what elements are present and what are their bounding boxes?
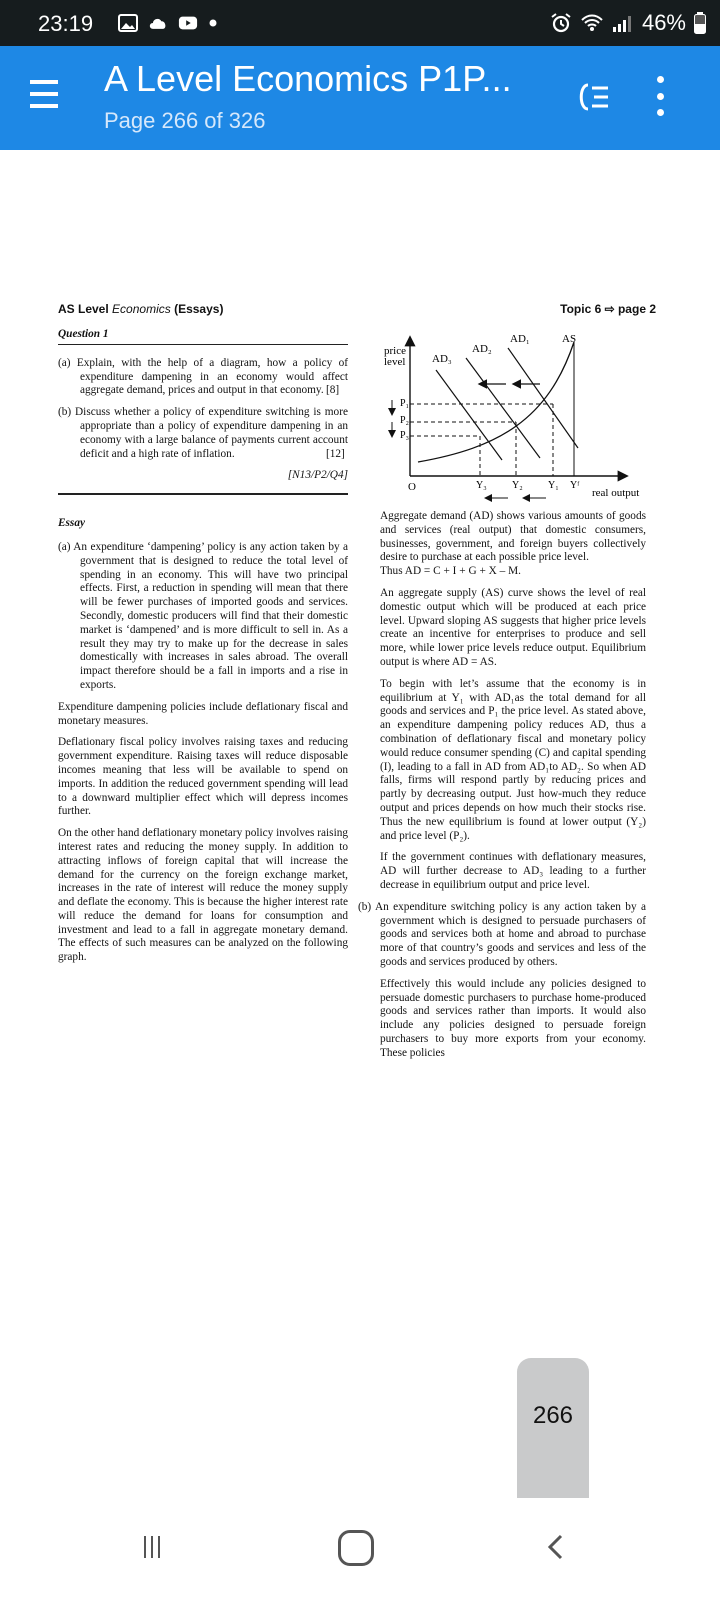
question-a: (a) Explain, with the help of a diagram, how a policy of expenditure dampening in an economy would affect aggregate demand, prices and output in that economy. [8] bbox=[58, 356, 348, 397]
y1-label: Y₁ bbox=[548, 480, 559, 491]
y-axis-label-2: level bbox=[384, 356, 406, 368]
left-column bbox=[58, 328, 348, 973]
header-section: (Essays) bbox=[174, 302, 224, 316]
y3-label: Y₃ bbox=[476, 480, 487, 491]
ad-definition-text: Aggregate demand (AD) shows various amounts of goods and services (real output) that domestic consumers, businesses, government, and foreign buyers collectively desire to purchase at each possible price level. bbox=[380, 510, 646, 564]
header-level: AS Level bbox=[58, 302, 109, 316]
essay-b-paragraph-1: (b) An expenditure switching policy is any action taken by a government which is designed to persuade purchasers of goods and services both at home and abroad to purchase more of that country’s goods and services and less of the goods and services produced by others. bbox=[358, 900, 646, 968]
yf-label: Yᶠ bbox=[570, 480, 580, 491]
status-bar bbox=[0, 0, 720, 46]
question-a-text: (a) Explain, with the help of a diagram, how a policy of expenditure dampening in an economy would affect aggregate demand, prices and output in that economy. bbox=[58, 356, 348, 397]
recent-apps-icon[interactable] bbox=[144, 1536, 164, 1558]
essay-heading: Essay bbox=[58, 517, 85, 530]
page-indicator: Page 266 of 326 bbox=[104, 108, 266, 133]
youtube-icon bbox=[178, 14, 198, 32]
ad1-curve bbox=[508, 348, 578, 448]
back-chevron-icon[interactable] bbox=[545, 1534, 567, 1560]
page-number-badge[interactable]: 266 bbox=[517, 1358, 589, 1498]
equilibrium-explanation: To begin with let’s assume that the economy is in equilibrium at Y₁ with AD₁as the total demand for all goods and services and P₁ the price level. As stated above, an expenditure dampening policy reduces AD, thus a combination of deflationary fiscal and monetary policy would reduce consumer spending (C) and capital spending (I), leading to a fall in AD from AD₁to AD₂. So when AD falls, firms will respond partly by reducing prices and partly by decreasing output. Just how-much they reduce output and prices depends on how much their stocks rise. Thus the new equilibrium is found at lower output (Y₂) and price level (P₂). bbox=[380, 677, 646, 842]
question-b: (b) Discuss whether a policy of expenditure switching is more appropriate than a policy of expenditure dampening in an economy with a large balance of payments current account deficit and a high rate of inflation. [12] bbox=[58, 406, 348, 460]
x-axis-label: real output bbox=[592, 487, 640, 499]
header-subject: Economics bbox=[112, 302, 171, 316]
hamburger-menu-icon[interactable] bbox=[30, 80, 64, 108]
ad3-label: AD₃ bbox=[432, 353, 452, 365]
p2-label: P₂ bbox=[400, 415, 410, 426]
p1-label: P₁ bbox=[400, 398, 410, 409]
home-icon[interactable] bbox=[338, 1530, 374, 1566]
essay-a-paragraph-4: On the other hand deflationary monetary policy involves raising interest rates and reducing the money supply. In addition to attracting inflows of foreign capital that will increase the demand for the currency on the foreign exchange market, increases in the rate of interest will reduce the money supply and deflate the economy. This is because the higher interest rate will reduce the demand for loans for consumption and investment and lead to a fall in aggregate monetary demand. The effects of such measures can be analyzed on the following graph. bbox=[58, 827, 348, 964]
essay-a-paragraph-2: Expenditure dampening policies include deflationary fiscal and monetary measures. bbox=[58, 700, 348, 727]
document-title: A Level Economics P1P... bbox=[104, 58, 512, 99]
right-column bbox=[358, 510, 646, 1068]
as-label: AS bbox=[562, 333, 577, 345]
ad-formula: Thus AD = C + I + G + X – M. bbox=[380, 565, 521, 578]
more-vertical-icon[interactable] bbox=[650, 76, 670, 116]
notification-icons bbox=[118, 14, 218, 32]
question-reference: [N13/P2/Q4] bbox=[58, 469, 348, 495]
essay-a-paragraph-1: (a) An expenditure ‘dampening’ policy is any action taken by a government that is designed to reduce the total level of spending in an economy. This will have two principal effects. First, a reduction in spending will mean that there will be fewer purchases of imported goods and services. Secondly, domestic producers will find that their domestic market is ‘dampened’ and is more difficult to sell in. As a result they may try to make up for the decrease in sales domestically with increases in sales abroad. The overall impact therefore should be a fall in imports and a rise in exports. bbox=[58, 540, 348, 691]
status-right bbox=[550, 10, 706, 36]
reflow-text-icon[interactable] bbox=[574, 80, 614, 114]
dot-icon bbox=[208, 14, 218, 32]
y-axis-label-1: price bbox=[384, 345, 406, 357]
signal-icon bbox=[612, 13, 634, 33]
battery-percent: 46% bbox=[641, 10, 686, 35]
navigation-bar bbox=[0, 1498, 720, 1600]
battery-icon bbox=[694, 12, 706, 34]
alarm-icon bbox=[550, 13, 572, 33]
page-header-left bbox=[58, 302, 223, 316]
question-title: Question 1 bbox=[58, 328, 348, 345]
ad-as-diagram bbox=[378, 330, 658, 512]
ad2-curve bbox=[466, 358, 540, 458]
page-header-right: Topic 6 ⇨ page 2 bbox=[560, 302, 656, 316]
further-decrease: If the government continues with deflationary measures, AD will further decrease to AD₃ leading to a further decrease in equilibrium output and price level. bbox=[380, 851, 646, 891]
origin-label: O bbox=[408, 481, 416, 493]
pdf-page[interactable] bbox=[0, 150, 720, 1498]
essay-b-paragraph-2: Effectively this would include any policies designed to persuade domestic purchasers to purchase home-produced goods and services rather than imports. It would also include any policies designed to persuade foreign purchasers to buy more exports from your economy. These policies bbox=[380, 977, 646, 1059]
ad-definition bbox=[380, 510, 646, 579]
p3-label: P₃ bbox=[400, 430, 410, 441]
essay-a-paragraph-3: Deflationary fiscal policy involves raising taxes and reducing government expenditure. Raising taxes will reduce disposable incomes meaning that less will be available to spend on imports. In addition the reduced government spending will lead to a downward multiplier effect which will depress incomes further. bbox=[58, 736, 348, 818]
as-definition: An aggregate supply (AS) curve shows the level of real domestic output which will be produced at each price level. Upward sloping AS suggests that higher price levels create an incentive for enterprises to produce and sell more, while lower price levels reduce output. Equilibrium output is where AD = AS. bbox=[380, 586, 646, 668]
status-time: 23:19 bbox=[38, 11, 94, 36]
cloud-icon bbox=[148, 14, 168, 32]
gallery-icon bbox=[118, 14, 138, 32]
ad1-label: AD₁ bbox=[510, 333, 530, 345]
wifi-icon bbox=[580, 13, 604, 33]
app-bar bbox=[0, 46, 720, 150]
y2-label: Y₂ bbox=[512, 480, 523, 491]
question-b-text: (b) Discuss whether a policy of expenditure switching is more appropriate than a policy of expenditure dampening in an economy with a large balance of payments current account deficit and a high rate of inflation. bbox=[58, 406, 348, 460]
ad2-label: AD₂ bbox=[472, 343, 492, 355]
